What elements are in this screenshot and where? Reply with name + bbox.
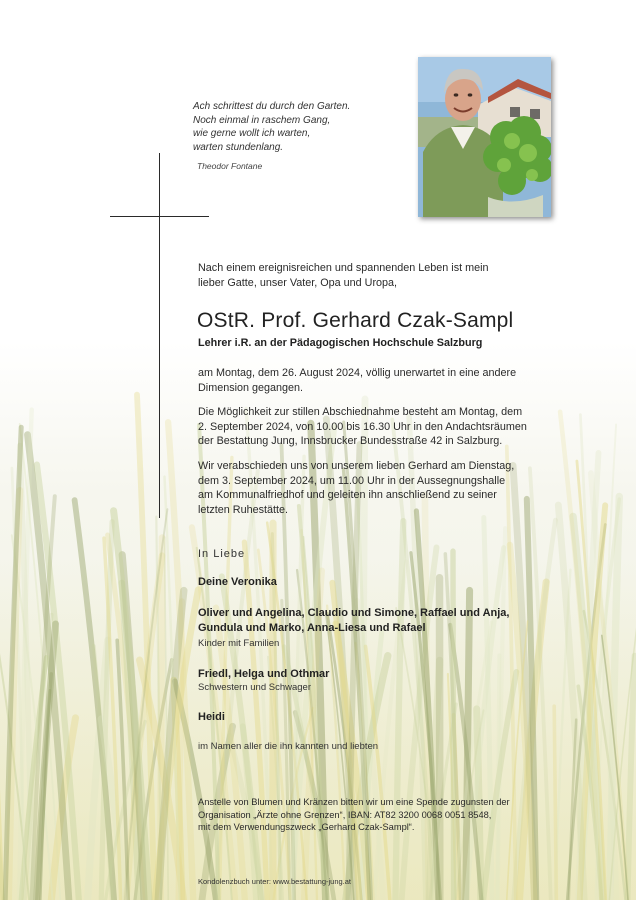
condolence-book-link[interactable]: Kondolenzbuch unter: www.bestattung-jung.at [198,877,352,886]
funeral-paragraph [198,459,514,517]
farewell-viewing-paragraph [198,405,527,449]
cross-icon-horizontal [110,216,209,217]
mourners-closing: im Namen aller die ihn kannten und liebten [198,741,379,752]
donation-note [198,796,510,834]
grass-stroke [497,655,499,900]
poem-line: Ach schrittest du durch den Garten. [193,101,351,112]
cross-icon-vertical [159,153,160,518]
donation-line: Organisation „Ärzte ohne Grenzen“, IBAN: AT82 3200 0068 0051 8548, [198,809,492,820]
siblings-caption: Schwestern und Schwager [198,682,312,693]
mourner-wife: Deine Veronika [198,576,277,588]
portrait-photo [418,57,551,217]
poem-line: Noch einmal in raschem Gang, [193,114,331,126]
poem-author: Theodor Fontane [197,161,263,171]
intro-line: lieber Gatte, unser Vater, Opa und Uropa, [198,276,398,289]
mourner-siblings: Friedl, Helga und Othmar [198,668,330,680]
children-caption: Kinder mit Familien [198,638,280,649]
deceased-title: Lehrer i.R. an der Pädagogischen Hochschule Salzburg [198,337,483,349]
children-line: Gundula und Marko, Anna-Liesa und Rafael [198,621,426,634]
intro-line: Nach einem ereignisreichen und spannenden Leben ist mein [198,262,489,274]
paragraph-line: Die Möglichkeit zur stillen Abschiednahme besteht am Montag, dem [198,406,523,418]
poem-line: warten stundenlang. [193,141,284,153]
paragraph-line: letzten Ruhestätte. [198,503,289,516]
children-line: Oliver und Angelina, Claudio und Simone, Raffael und Anja, [198,607,510,619]
paragraph-line: dem 3. September 2024, um 11.00 Uhr in der Aussegnungshalle [198,474,506,487]
paragraph-line: Dimension gegangen. [198,381,304,394]
paragraph-line: 2. September 2024, von 10.00 bis 16.30 Uhr in den Andachtsräumen [198,420,527,433]
paragraph-line: Wir verabschieden uns von unserem lieben Gerhard am Dienstag, [198,460,515,472]
grass-stroke [453,551,454,900]
mourners-heading: In Liebe [198,548,246,560]
passing-paragraph [198,366,516,395]
grass-stroke [554,706,556,900]
paragraph-line: der Bestattung Jung, Innsbrucker Bundesstraße 42 in Salzburg. [198,435,503,447]
mourner-other: Heidi [198,711,225,723]
donation-line: mit dem Verwendungszweck „Gerhard Czak-Sampl“. [198,822,415,832]
donation-line: Anstelle von Blumen und Kränzen bitten wir um eine Spende zugunsten der [198,797,510,807]
poem-line: wie gerne wollt ich warten, [193,128,311,139]
deceased-name: OStR. Prof. Gerhard Czak-Sampl [197,309,514,332]
mourner-children [198,606,510,635]
paragraph-line: am Montag, dem 26. August 2024, völlig unerwartet in eine andere [198,367,517,379]
intro-text [198,261,489,290]
paragraph-line: am Kommunalfriedhof und geleiten ihn anschließend zu seiner [198,489,497,501]
poem [193,100,413,154]
